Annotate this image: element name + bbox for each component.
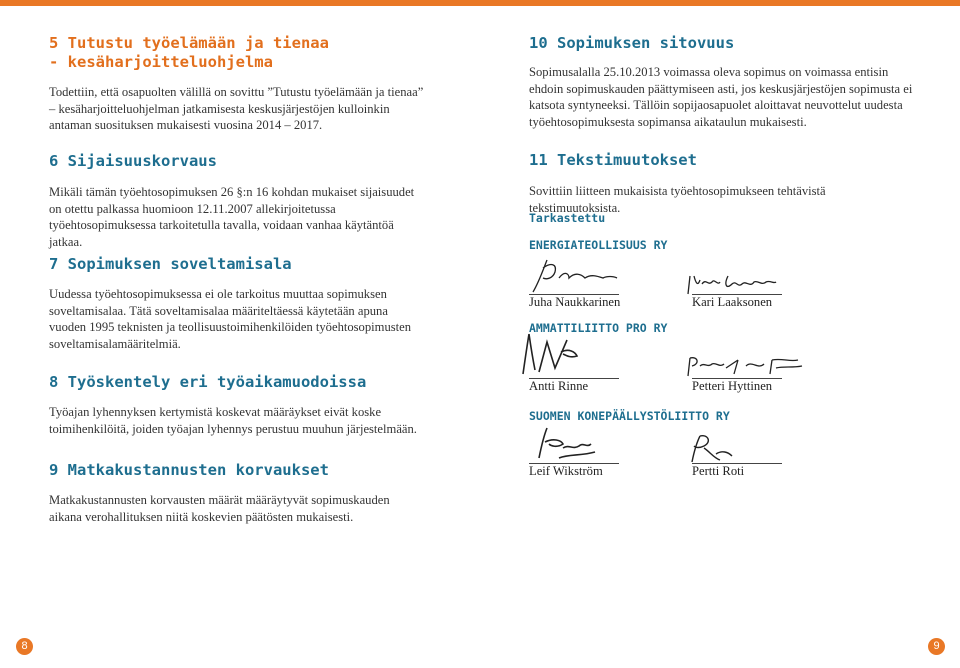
section-6-body: Mikäli tämän työehtosopimuksen 26 §:n 16 kohdan mukaiset sijaisuudet on otettu palkassa huomioon 12.11.2007 allekirjoitetussa työehtosopimuksessa tarkoitetulla tavalla, voidaan vanhaa käytäntöä jatkaa. [49, 185, 415, 249]
page-number-left: 8 [16, 638, 33, 655]
signature-kari-laaksonen [686, 270, 778, 296]
section-5-body: Todettiin, että osapuolten välillä on sovittu ”Tutustu työelämään ja tienaa” – kesäharjoitteluohjelman jatkamisesta keskusjärjestöjen kulloinkin antaman suosituksen mukaisesti vuosina 2014 – 2017. [49, 85, 424, 133]
section-5-title: 5 Tutustu työelämään ja tienaa - kesäharjoitteluohjelma [49, 34, 329, 71]
section-6-title: 6 Sijaisuuskorvaus [49, 152, 217, 170]
signature-juha-naukkarinen [529, 256, 619, 296]
section-9 [49, 461, 424, 525]
section-8-title: 8 Työskentely eri työaikamuodoissa [49, 373, 367, 391]
org-name-energiateollisuus: ENERGIATEOLLISUUS RY [529, 238, 668, 252]
section-7 [49, 255, 424, 352]
signature-leif-wikstrom [529, 422, 601, 462]
checked-label: Tarkastettu [529, 211, 606, 225]
section-9-title: 9 Matkakustannusten korvaukset [49, 461, 329, 479]
signer-kari-laaksonen: Kari Laaksonen [692, 295, 773, 309]
top-accent-bar [0, 0, 960, 6]
org-name-ammattiliitto-pro: AMMATTILIITTO PRO RY [529, 321, 668, 335]
section-7-title: 7 Sopimuksen soveltamisala [49, 255, 292, 273]
section-5 [49, 34, 424, 134]
signature-pertti-roti [686, 434, 736, 464]
org-name-suomen-konepaallystoliitto: SUOMEN KONEPÄÄLLYSTÖLIITTO RY [529, 409, 730, 423]
section-8-body: Työajan lyhennyksen kertymistä koskevat määräykset eivät koske toimihenkilöitä, joiden työajan lyhennys perustuu muuhun järjestelmään. [49, 405, 417, 436]
signature-petteri-hyttinen [686, 354, 806, 380]
signer-pertti-roti: Pertti Roti [692, 464, 745, 478]
section-11-title: 11 Tekstimuutokset [529, 151, 697, 169]
signature-antti-rinne [517, 330, 597, 378]
section-9-body: Matkakustannusten korvausten määrät määräytyvät sopimuskauden aikana verohallituksen niitä koskevien päätösten mukaisesti. [49, 493, 390, 524]
signer-petteri-hyttinen: Petteri Hyttinen [692, 379, 773, 393]
section-6 [49, 152, 424, 250]
section-11 [529, 151, 919, 216]
section-10-title: 10 Sopimuksen sitovuus [529, 34, 735, 52]
signer-juha-naukkarinen: Juha Naukkarinen [529, 295, 621, 309]
section-10-body: Sopimusalalla 25.10.2013 voimassa oleva sopimus on voimassa entisin ehdoin sopimuskauden päättymiseen asti, jos keskusjärjestöjen sopimusta ei katsota syntyneeksi. Tällöin sopijaosapuolet aloittavat neuvottelut uudesta työehtosopimuksesta sopimansa aikataulun mukaisesti. [529, 65, 913, 129]
section-11-body: Sovittiin liitteen mukaisista työehtosopimukseen tehtävistä tekstimuutoksista. [529, 184, 826, 215]
section-7-body: Uudessa työehtosopimuksessa ei ole tarkoitus muuttaa sopimuksen soveltamisalaa. Tätä soveltamisalaa määriteltäessä käytetään apuna vuoden 1995 teknisten ja teollisuustoimihenkilöiden työehtosopimusten soveltamisalamääritelmiä. [49, 287, 412, 351]
section-8 [49, 373, 424, 437]
page-number-right: 9 [928, 638, 945, 655]
signer-leif-wikstrom: Leif Wikström [529, 464, 603, 478]
signer-antti-rinne: Antti Rinne [529, 379, 589, 393]
section-10 [529, 34, 914, 130]
